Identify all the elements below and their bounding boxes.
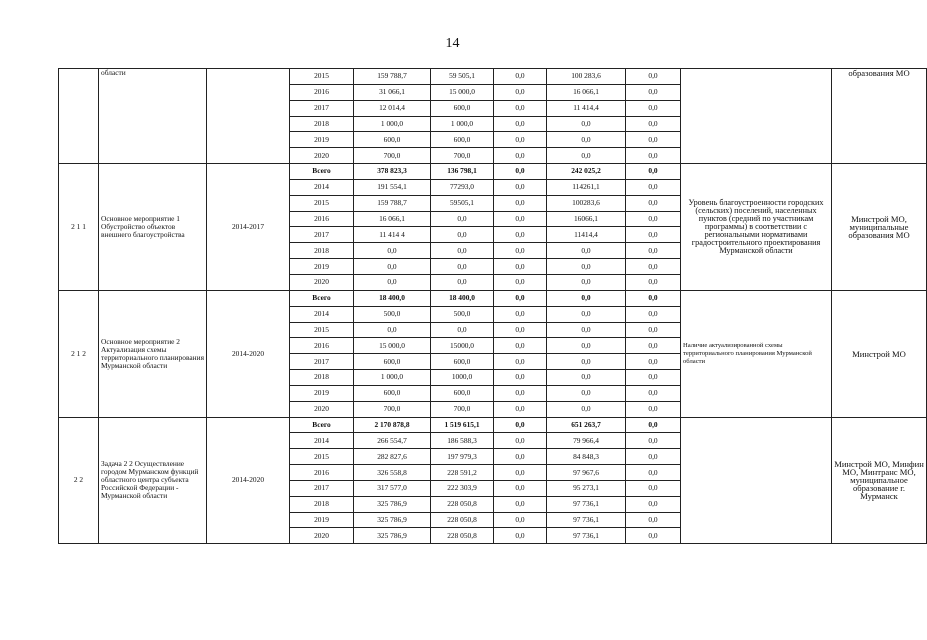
federal-budget-cell: 0,0 [494,148,547,164]
federal-budget-cell: 0,0 [494,211,547,227]
item-code-cell: 2 1 1 [59,164,99,291]
period-cell: 2014-2020 [207,417,290,544]
regional-budget-cell: 222 303,9 [431,480,494,496]
municipal-budget-cell: 0,0 [547,322,626,338]
other-sources-cell: 0,0 [626,417,681,433]
item-code-cell: 2 2 [59,417,99,544]
regional-budget-cell: 15000,0 [431,338,494,354]
regional-budget-cell: 15 000,0 [431,84,494,100]
regional-budget-cell: 228 050,8 [431,496,494,512]
federal-budget-cell: 0,0 [494,274,547,290]
total-cell: 325 786,9 [354,528,431,544]
federal-budget-cell: 0,0 [494,496,547,512]
municipal-budget-cell: 100283,6 [547,195,626,211]
federal-budget-cell: 0,0 [494,164,547,180]
year-cell: 2018 [290,496,354,512]
federal-budget-cell: 0,0 [494,433,547,449]
year-cell: 2020 [290,401,354,417]
table-row [59,69,927,85]
other-sources-cell: 0,0 [626,179,681,195]
municipal-budget-cell: 97 736,1 [547,528,626,544]
item-name-cell: области [99,69,207,164]
other-sources-cell: 0,0 [626,433,681,449]
federal-budget-cell: 0,0 [494,290,547,306]
other-sources-cell: 0,0 [626,211,681,227]
regional-budget-cell: 0,0 [431,274,494,290]
total-cell: 600,0 [354,132,431,148]
total-cell: 18 400,0 [354,290,431,306]
year-cell: 2019 [290,385,354,401]
year-cell: 2014 [290,433,354,449]
executor-cell: образования МО [832,69,927,164]
municipal-budget-cell: 0,0 [547,243,626,259]
year-cell: 2016 [290,465,354,481]
year-cell: 2018 [290,243,354,259]
year-cell: 2015 [290,69,354,85]
year-cell: 2017 [290,354,354,370]
regional-budget-cell: 600,0 [431,354,494,370]
total-cell: 317 577,0 [354,480,431,496]
municipal-budget-cell: 0,0 [547,338,626,354]
federal-budget-cell: 0,0 [494,512,547,528]
federal-budget-cell: 0,0 [494,195,547,211]
regional-budget-cell: 0,0 [431,243,494,259]
year-cell: 2016 [290,84,354,100]
other-sources-cell: 0,0 [626,338,681,354]
total-cell: 282 827,6 [354,449,431,465]
year-cell: 2014 [290,306,354,322]
municipal-budget-cell: 0,0 [547,148,626,164]
municipal-budget-cell: 0,0 [547,290,626,306]
other-sources-cell: 0,0 [626,116,681,132]
other-sources-cell: 0,0 [626,148,681,164]
other-sources-cell: 0,0 [626,227,681,243]
municipal-budget-cell: 79 966,4 [547,433,626,449]
municipal-budget-cell: 0,0 [547,274,626,290]
other-sources-cell: 0,0 [626,274,681,290]
period-cell: 2014-2020 [207,290,290,417]
other-sources-cell: 0,0 [626,243,681,259]
page-number: 14 [445,36,460,51]
total-cell: 700,0 [354,148,431,164]
year-cell: 2014 [290,179,354,195]
municipal-budget-cell: 84 848,3 [547,449,626,465]
federal-budget-cell: 0,0 [494,227,547,243]
federal-budget-cell: 0,0 [494,132,547,148]
year-cell: 2019 [290,512,354,528]
total-cell: 0,0 [354,243,431,259]
federal-budget-cell: 0,0 [494,338,547,354]
municipal-budget-cell: 0,0 [547,354,626,370]
other-sources-cell: 0,0 [626,259,681,275]
federal-budget-cell: 0,0 [494,116,547,132]
other-sources-cell: 0,0 [626,164,681,180]
other-sources-cell: 0,0 [626,528,681,544]
total-cell: 16 066,1 [354,211,431,227]
regional-budget-cell: 59 505,1 [431,69,494,85]
federal-budget-cell: 0,0 [494,385,547,401]
federal-budget-cell: 0,0 [494,370,547,386]
other-sources-cell: 0,0 [626,370,681,386]
municipal-budget-cell: 11414,4 [547,227,626,243]
year-cell: Всего [290,290,354,306]
total-cell: 700,0 [354,401,431,417]
municipal-budget-cell: 95 273,1 [547,480,626,496]
year-cell: 2019 [290,259,354,275]
municipal-budget-cell: 0,0 [547,306,626,322]
period-cell [207,69,290,164]
federal-budget-cell: 0,0 [494,306,547,322]
executor-cell: Минстрой МО [832,290,927,417]
regional-budget-cell: 18 400,0 [431,290,494,306]
total-cell: 0,0 [354,259,431,275]
year-cell: 2015 [290,322,354,338]
regional-budget-cell: 700,0 [431,401,494,417]
year-cell: 2019 [290,132,354,148]
municipal-budget-cell: 97 736,1 [547,496,626,512]
federal-budget-cell: 0,0 [494,354,547,370]
federal-budget-cell: 0,0 [494,259,547,275]
municipal-budget-cell: 11 414,4 [547,100,626,116]
total-cell: 2 170 878,8 [354,417,431,433]
regional-budget-cell: 600,0 [431,100,494,116]
total-cell: 31 066,1 [354,84,431,100]
other-sources-cell: 0,0 [626,132,681,148]
other-sources-cell: 0,0 [626,449,681,465]
regional-budget-cell: 600,0 [431,132,494,148]
municipal-budget-cell: 0,0 [547,132,626,148]
indicator-cell [681,417,832,544]
other-sources-cell: 0,0 [626,195,681,211]
municipal-budget-cell: 0,0 [547,259,626,275]
municipal-budget-cell: 97 736,1 [547,512,626,528]
regional-budget-cell: 700,0 [431,148,494,164]
municipal-budget-cell: 0,0 [547,385,626,401]
municipal-budget-cell: 0,0 [547,401,626,417]
total-cell: 325 786,9 [354,496,431,512]
total-cell: 1 000,0 [354,370,431,386]
other-sources-cell: 0,0 [626,465,681,481]
federal-budget-cell: 0,0 [494,417,547,433]
municipal-budget-cell: 0,0 [547,370,626,386]
year-cell: 2017 [290,227,354,243]
year-cell: Всего [290,417,354,433]
regional-budget-cell: 0,0 [431,259,494,275]
year-cell: 2020 [290,528,354,544]
federal-budget-cell: 0,0 [494,100,547,116]
executor-cell: Минстрой МО, Минфин МО, Минтранс МО, муниципальное образование г. Мурманск [832,417,927,544]
year-cell: 2018 [290,116,354,132]
other-sources-cell: 0,0 [626,385,681,401]
executor-cell: Минстрой МО, муниципальные образования МО [832,164,927,291]
federal-budget-cell: 0,0 [494,69,547,85]
year-cell: 2016 [290,338,354,354]
year-cell: 2018 [290,370,354,386]
total-cell: 11 414 4 [354,227,431,243]
total-cell: 0,0 [354,274,431,290]
regional-budget-cell: 59505,1 [431,195,494,211]
municipal-budget-cell: 0,0 [547,116,626,132]
federal-budget-cell: 0,0 [494,528,547,544]
other-sources-cell: 0,0 [626,84,681,100]
regional-budget-cell: 500,0 [431,306,494,322]
municipal-budget-cell: 242 025,2 [547,164,626,180]
federal-budget-cell: 0,0 [494,480,547,496]
year-cell: Всего [290,164,354,180]
regional-budget-cell: 77293,0 [431,179,494,195]
year-cell: 2020 [290,148,354,164]
other-sources-cell: 0,0 [626,290,681,306]
program-funding-table [58,68,927,544]
other-sources-cell: 0,0 [626,496,681,512]
table-row [59,164,927,180]
regional-budget-cell: 1 000,0 [431,116,494,132]
total-cell: 159 788,7 [354,69,431,85]
period-cell: 2014-2017 [207,164,290,291]
total-cell: 325 786,9 [354,512,431,528]
total-cell: 0,0 [354,322,431,338]
regional-budget-cell: 600,0 [431,385,494,401]
total-cell: 600,0 [354,385,431,401]
regional-budget-cell: 136 798,1 [431,164,494,180]
total-cell: 12 014,4 [354,100,431,116]
municipal-budget-cell: 97 967,6 [547,465,626,481]
municipal-budget-cell: 100 283,6 [547,69,626,85]
indicator-cell: Наличие актуализированной схемы территориального планирования Мурманской области [681,290,832,417]
federal-budget-cell: 0,0 [494,84,547,100]
total-cell: 266 554,7 [354,433,431,449]
municipal-budget-cell: 16066,1 [547,211,626,227]
federal-budget-cell: 0,0 [494,243,547,259]
other-sources-cell: 0,0 [626,306,681,322]
municipal-budget-cell: 114261,1 [547,179,626,195]
total-cell: 15 000,0 [354,338,431,354]
regional-budget-cell: 228 050,8 [431,528,494,544]
total-cell: 159 788,7 [354,195,431,211]
year-cell: 2016 [290,211,354,227]
total-cell: 191 554,1 [354,179,431,195]
other-sources-cell: 0,0 [626,322,681,338]
regional-budget-cell: 0,0 [431,322,494,338]
item-name-cell: Задача 2 2 Осуществление городом Мурманском функций областного центра субъекта Российской Федерации - Мурманской области [99,417,207,544]
federal-budget-cell: 0,0 [494,449,547,465]
other-sources-cell: 0,0 [626,100,681,116]
other-sources-cell: 0,0 [626,480,681,496]
item-code-cell [59,69,99,164]
regional-budget-cell: 0,0 [431,211,494,227]
item-name-cell: Основное мероприятие 2 Актуализация схемы территориального планирования Мурманской области [99,290,207,417]
table-row [59,290,927,306]
federal-budget-cell: 0,0 [494,465,547,481]
municipal-budget-cell: 16 066,1 [547,84,626,100]
year-cell: 2015 [290,449,354,465]
total-cell: 500,0 [354,306,431,322]
regional-budget-cell: 0,0 [431,227,494,243]
item-name-cell: Основное мероприятие 1 Обустройство объектов внешнего благоустройства [99,164,207,291]
other-sources-cell: 0,0 [626,401,681,417]
other-sources-cell: 0,0 [626,512,681,528]
regional-budget-cell: 1 519 615,1 [431,417,494,433]
year-cell: 2015 [290,195,354,211]
year-cell: 2020 [290,274,354,290]
municipal-budget-cell: 651 263,7 [547,417,626,433]
regional-budget-cell: 228 591,2 [431,465,494,481]
total-cell: 326 558,8 [354,465,431,481]
regional-budget-cell: 1000,0 [431,370,494,386]
federal-budget-cell: 0,0 [494,322,547,338]
regional-budget-cell: 197 979,3 [431,449,494,465]
year-cell: 2017 [290,100,354,116]
other-sources-cell: 0,0 [626,69,681,85]
other-sources-cell: 0,0 [626,354,681,370]
total-cell: 1 000,0 [354,116,431,132]
federal-budget-cell: 0,0 [494,401,547,417]
total-cell: 600,0 [354,354,431,370]
table-row [59,417,927,433]
regional-budget-cell: 228 050,8 [431,512,494,528]
total-cell: 378 823,3 [354,164,431,180]
indicator-cell [681,69,832,164]
indicator-cell: Уровень благоустроенности городских (сельских) поселений, населенных пунктов (средний по участникам программы) в соответствии с региональными нормативами градостроительного проектирования Мурманской области [681,164,832,291]
federal-budget-cell: 0,0 [494,179,547,195]
item-code-cell: 2 1 2 [59,290,99,417]
year-cell: 2017 [290,480,354,496]
regional-budget-cell: 186 588,3 [431,433,494,449]
